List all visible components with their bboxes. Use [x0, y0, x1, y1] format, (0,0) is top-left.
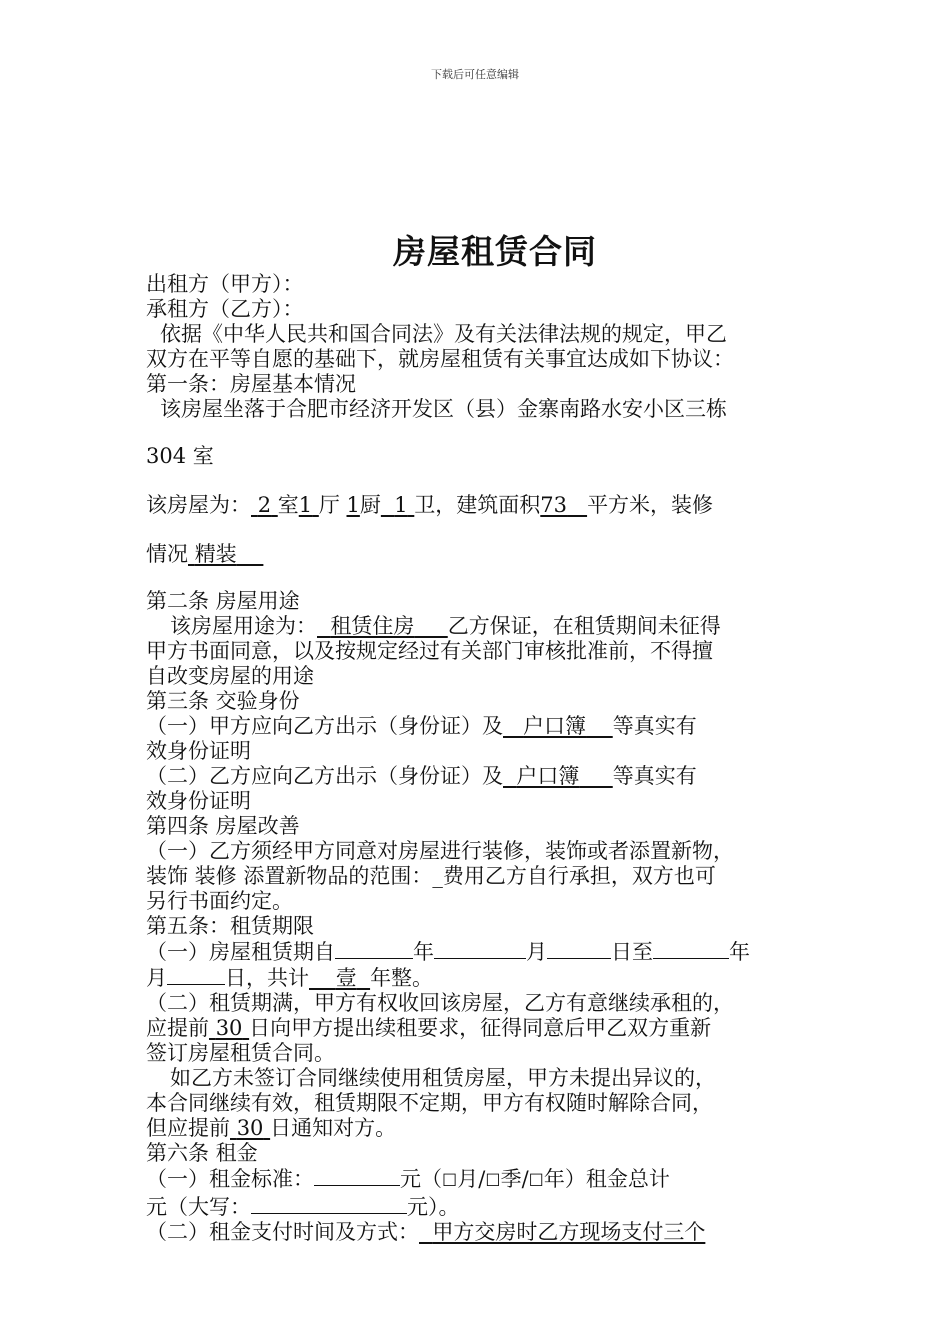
article-3-item-1: （一）甲方应向乙方出示（身份证）及 户口簿 等真实有	[146, 714, 697, 738]
checkbox-season-icon: ☐	[485, 1171, 501, 1191]
lessee-line: 承租方（乙方）：	[146, 297, 304, 321]
doc-value-2: 户口簿	[516, 764, 580, 788]
kitchens-value: 1	[346, 493, 360, 517]
article-5-item-2: （二）租赁期满，甲方有权收回该房屋，乙方有意继续承租的，	[146, 991, 734, 1015]
article-4-line-3: 另行书面约定。	[146, 889, 293, 913]
article-5-item-1-cont: 月 日，共计 壹 年整。	[146, 966, 434, 990]
article-1-decoration: 情况 精装	[146, 542, 814, 567]
article-2-title: 第二条 房屋用途	[146, 589, 300, 613]
article-6-title: 第六条 租金	[146, 1141, 258, 1165]
article-6-item-2: （二）租金支付时间及方式： 甲方交房时乙方现场支付三个	[146, 1220, 706, 1244]
article-1-location-cont: 304 室	[146, 444, 214, 468]
article-3-item-2: （二）乙方应向乙方出示（身份证）及 户口簿 等真实有	[146, 764, 697, 788]
lessor-line: 出租方（甲方）：	[146, 272, 304, 296]
article-1-title: 第一条：房屋基本情况	[146, 372, 356, 396]
article-1-location: 该房屋坐落于合肥市经济开发区（县）金寨南路水安小区三栋	[160, 397, 727, 421]
article-3-item-2-cont: 效身份证明	[146, 789, 251, 813]
article-2-line-2: 甲方书面同意，以及按规定经过有关部门审核批准前，不得擅	[146, 639, 713, 663]
article-6-item-1-cont: 元（大写： 元）。	[146, 1195, 460, 1219]
years-value: 壹	[335, 966, 357, 990]
article-6-item-1: （一）租金标准： 元（☐月/☐季/☐年）租金总计	[146, 1167, 670, 1191]
renewal-days-value: 30	[215, 1016, 243, 1040]
document-title: 房屋租赁合同	[393, 232, 597, 271]
notice-days-value: 30	[236, 1116, 264, 1140]
article-2-line-3: 自改变房屋的用途	[146, 664, 314, 688]
contract-body	[146, 272, 814, 1245]
area-value: 73	[540, 493, 568, 517]
article-5-item-1: （一）房屋租赁期自 年 月 日至 年	[146, 940, 750, 964]
article-5-title: 第五条：租赁期限	[146, 914, 314, 938]
article-5-item-2-cont: 应提前 30 日向甲方提出续租要求，征得同意后甲乙双方重新	[146, 1016, 712, 1040]
article-5-item-3-cont-2: 但应提前 30 日通知对方。	[146, 1116, 397, 1140]
use-value: 租赁住房	[330, 614, 415, 638]
decoration-value: 精装	[194, 542, 237, 566]
halls-value: 1	[298, 493, 313, 517]
doc-value-1: 户口簿	[523, 714, 587, 738]
article-5-item-3-cont: 本合同继续有效，租赁期限不定期，甲方有权随时解除合同，	[146, 1091, 713, 1115]
article-5-item-2-cont-2: 签订房屋租赁合同。	[146, 1041, 335, 1065]
checkbox-month-icon: ☐	[442, 1171, 458, 1191]
article-5-item-3: 如乙方未签订合同继续使用租赁房屋，甲方未提出异议的，	[170, 1066, 716, 1090]
article-4-line-2: 装饰 装修 添置新物品的范围：_费用乙方自行承担，双方也可	[146, 864, 716, 888]
article-4-line-1: （一）乙方须经甲方同意对房屋进行装修，装饰或者添置新物，	[146, 839, 734, 863]
article-3-item-1-cont: 效身份证明	[146, 739, 251, 763]
baths-value: 1	[394, 493, 408, 517]
checkbox-year-icon: ☐	[528, 1171, 544, 1191]
article-4-title: 第四条 房屋改善	[146, 814, 300, 838]
article-3-title: 第三条 交验身份	[146, 689, 300, 713]
intro-line-2: 双方在平等自愿的基础下，就房屋租赁有关事宜达成如下协议：	[146, 347, 734, 371]
rooms-value: 2	[257, 493, 272, 517]
article-2-use: 该房屋用途为： 租赁住房 乙方保证，在租赁期间未征得	[170, 614, 721, 638]
payment-method-value: 甲方交房时乙方现场支付三个	[432, 1220, 706, 1244]
header-note: 下载后可任意编辑	[431, 68, 519, 81]
intro-line-1: 依据《中华人民共和国合同法》及有关法律法规的规定，甲乙	[160, 322, 727, 346]
article-1-layout: 该房屋为： 2 室1 厅 1厨 1 卫，建筑面积73 平方米，装修	[146, 493, 714, 517]
